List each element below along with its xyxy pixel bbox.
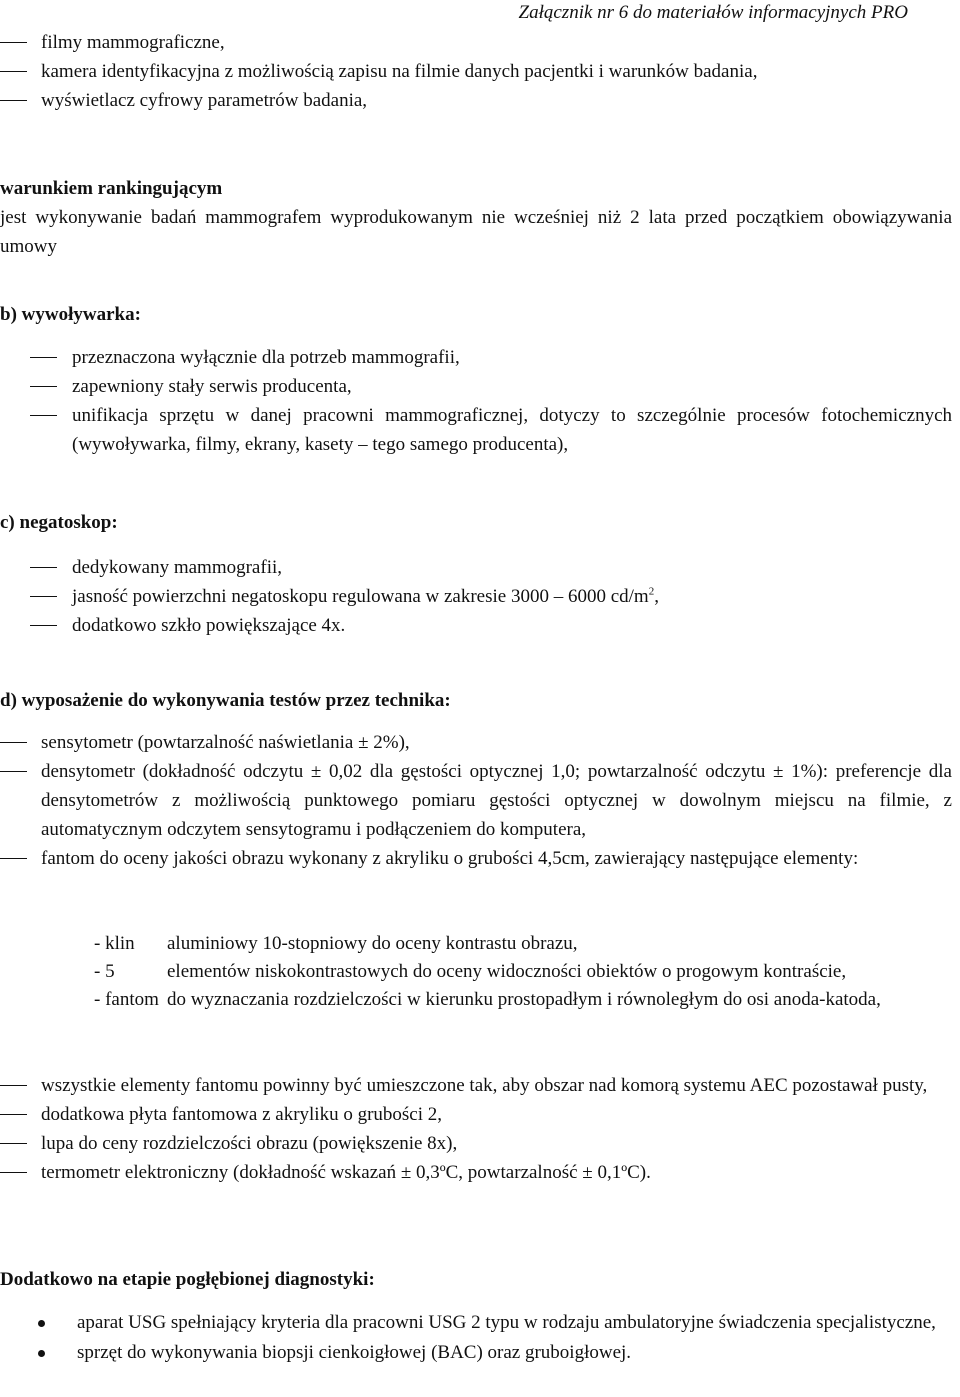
extra-diagnostics [0, 1265, 952, 1294]
section-b-list [0, 343, 952, 459]
equipment-list [0, 28, 952, 115]
list-item: wyświetlacz cyfrowy parametrów badania, [0, 86, 952, 115]
sub-item-marker: - fantom [94, 989, 159, 1010]
section-b-heading: b) wywoływarka: [0, 304, 141, 325]
sub-item-text: do wyznaczania rozdzielczości w kierunku prostopadłym i równoległym do osi anoda-katoda, [167, 989, 881, 1010]
sub-item-text: elementów niskokontrastowych do oceny widoczności obiektów o progowym kontraście, [167, 961, 847, 982]
brightness-text: jasność powierzchni negatoskopu regulowana w zakresie 3000 – 6000 cd/m [72, 586, 649, 607]
ranking-heading: warunkiem rankingującym [0, 178, 223, 199]
bullet-text: aparat USG spełniający kryteria dla pracowni USG 2 typu w rodzaju ambulatoryjne świadczenia specjalistyczne, [77, 1312, 936, 1333]
list-item: dedykowany mammografii, [0, 553, 952, 582]
list-item [0, 582, 952, 611]
ranking-condition [0, 174, 952, 261]
section-c-heading: c) negatoskop: [0, 512, 118, 533]
phantom-elements-list [0, 930, 952, 1014]
section-d-list [0, 728, 952, 873]
list-item: dodatkowo szkło powiększające 4x. [0, 611, 952, 640]
sub-item [0, 958, 952, 986]
list-item: lupa do ceny rozdzielczości obrazu (powiększenie 8x), [0, 1129, 952, 1158]
sub-item-text: aluminiowy 10-stopniowy do oceny kontrastu obrazu, [167, 933, 578, 954]
bullet-item [0, 1308, 952, 1338]
unit-exponent: 2 [648, 585, 655, 598]
list-item: densytometr (dokładność odczytu ± 0,02 dla gęstości optycznej 1,0; powtarzalność odczytu ± 1%): preferencje dla densytometrów z możliwością punktowego pomiaru gęstości optycznej w dowolnym miejscu na filmie, z automatycznym odczytem sensytogramu i podłączeniem do komputera, [0, 757, 952, 844]
sub-item-marker: - 5 [94, 961, 115, 982]
list-item: termometr elektroniczny (dokładność wskazań ± 0,3ºC, powtarzalność ± 0,1ºC). [0, 1158, 952, 1187]
sub-item [0, 930, 952, 958]
extra-list [0, 1308, 952, 1368]
list-item: wszystkie elementy fantomu powinny być umieszczone tak, aby obszar nad komorą systemu AEC pozostawał pusty, [0, 1071, 952, 1100]
list-item: unifikacja sprzętu w danej pracowni mammograficznej, dotyczy to szczególnie procesów fotochemicznych (wywoływarka, filmy, ekrany, kasety – tego samego producenta), [0, 401, 952, 459]
section-c [0, 508, 952, 537]
list-item: sensytometr (powtarzalność naświetlania ± 2%), [0, 728, 952, 757]
ranking-text: jest wykonywanie badań mammografem wyprodukowanym nie wcześniej niż 2 lata przed początkiem obowiązywania umowy [0, 207, 952, 257]
bullet-icon [38, 1320, 45, 1327]
list-item: kamera identyfikacyjna z możliwością zapisu na filmie danych pacjentki i warunków badania, [0, 57, 952, 86]
section-b [0, 300, 952, 329]
bullet-text: sprzęt do wykonywania biopsji cienkoigłowej (BAC) oraz gruboigłowej. [77, 1342, 632, 1363]
list-item: filmy mammograficzne, [0, 28, 952, 57]
bullet-icon [38, 1350, 45, 1357]
list-item: zapewniony stały serwis producenta, [0, 372, 952, 401]
sub-item-marker: - klin [94, 933, 135, 954]
list-item: dodatkowa płyta fantomowa z akryliku o grubości 2, [0, 1100, 952, 1129]
section-c-list [0, 553, 952, 640]
section-d-heading: d) wyposażenie do wykonywania testów przez technika: [0, 690, 451, 711]
section-d [0, 686, 952, 715]
list-item: przeznaczona wyłącznie dla potrzeb mammografii, [0, 343, 952, 372]
bullet-item [0, 1338, 952, 1368]
sub-item [0, 986, 952, 1014]
page-header: Załącznik nr 6 do materiałów informacyjnych PRO [518, 2, 908, 23]
list-item: fantom do oceny jakości obrazu wykonany z akryliku o grubości 4,5cm, zawierający następujące elementy: [0, 844, 952, 873]
brightness-tail: , [654, 586, 659, 607]
section-d-list-continued [0, 1071, 952, 1187]
extra-heading: Dodatkowo na etapie pogłębionej diagnostyki: [0, 1269, 375, 1290]
